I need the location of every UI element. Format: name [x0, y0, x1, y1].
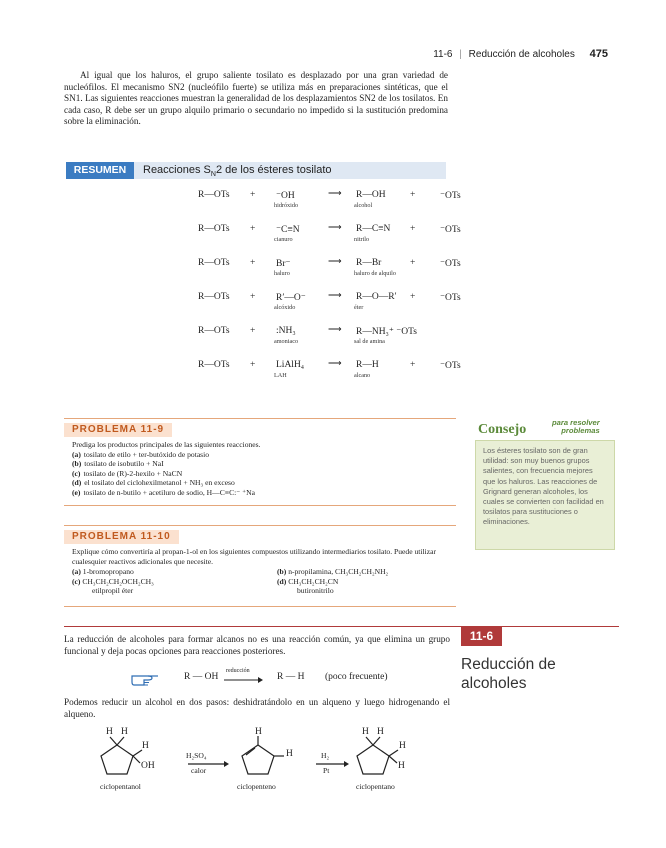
p9-item-letter: (a) — [72, 449, 81, 459]
p10-item-b: (b) n-propilamina, CH₃CH₂CH₂NH₂ — [277, 567, 389, 577]
scheme-h-3d: H — [398, 761, 405, 771]
reaction-plus: + — [410, 224, 416, 234]
problema-11-10-box — [64, 525, 456, 607]
reaction-leaving-group: ⁻OTs — [440, 259, 461, 269]
p9-item-letter: (b) — [72, 459, 82, 469]
reagent2-top: H₂ — [321, 751, 330, 760]
reaction-product: R—C≡N — [356, 224, 391, 234]
reaction-nucleophile-label: alcóxido — [274, 304, 296, 311]
resumen-title-sub: N — [210, 171, 216, 179]
reaction-product: R—H — [356, 360, 379, 370]
p9-item — [72, 459, 448, 469]
p9-item-text: el tosilato del ciclohexilmetanol + NH₃ en exceso — [84, 478, 235, 488]
reaction-substrate: R—OTs — [198, 190, 230, 200]
p10-item-a: (a) 1-bromopropano — [72, 567, 134, 577]
reaction-nucleophile: LiAlH₄ — [276, 360, 305, 370]
scheme-h-1c: H — [142, 741, 149, 751]
problema-11-9-prompt: Prediga los productos principales de las siguientes reacciones. — [72, 440, 261, 449]
reaction-arrow: ⟶ — [328, 291, 342, 301]
p9-item-letter: (d) — [72, 478, 82, 488]
p9-item-text: tosilato de isobutilo + NaI — [84, 459, 164, 469]
reaction-arrow: ⟶ — [328, 325, 342, 335]
consejo-subtitle — [552, 419, 600, 436]
reaction-leaving-group: ⁻OTs — [440, 191, 461, 201]
problema-11-10-prompt: Explique cómo convertiría al propan-1-ol en los siguientes compuestos utilizando intermediarios tosilato. Puede utilizar cualesquier reactivos adicionales que necesite. — [72, 547, 436, 566]
p9-item-text: tosilato de n-butilo + acetiluro de sodio, H—C≡C:⁻ ⁺Na — [83, 487, 256, 497]
pointing-hand-icon — [130, 671, 160, 687]
reaction-product-label: haluro de alquilo — [354, 270, 396, 277]
reaction-arrow: ⟶ — [328, 257, 342, 267]
section-title — [461, 655, 556, 693]
reaction-nucleophile-label: amoniaco — [274, 338, 299, 345]
consejo-title: Consejo — [478, 422, 527, 437]
consejo-sub2: problemas — [561, 426, 600, 436]
p9-item — [72, 469, 448, 479]
section-paragraph-2: Podemos reducir un alcohol en dos pasos: deshidratándolo en un alqueno y luego hidrogenando el alqueno. — [64, 697, 450, 719]
intro-paragraph: Al igual que los haluros, el grupo saliente tosilato es desplazado por una gran variedad de nucleófilos. El mecanismo SN2 (nucleófilo fuerte) se utiliza más en preparaciones sintéticas, que el SN1. Las siguientes reacciones muestran la generalidad de los desplazamientos SN2 de los tosilatos. En cada caso, R debe ser un grupo alquilo primario o secundario no impedido si la sustitución predomina sobre la eliminación. — [64, 70, 448, 127]
reaction-plus: + — [410, 360, 416, 370]
problema-11-10-title: PROBLEMA 11-10 — [64, 530, 179, 544]
reaction-nucleophile: ⁻C≡N — [276, 225, 300, 235]
reaction-product-label: alcano — [354, 372, 371, 379]
reaction-arrow: ⟶ — [328, 189, 342, 199]
p9-item-letter: (c) — [72, 468, 81, 478]
running-header — [433, 48, 608, 60]
reaction-plus: + — [250, 258, 256, 268]
reagent1-bottom: calor — [191, 766, 207, 775]
p10-item-d-sub: butironitrilo — [297, 586, 334, 596]
scheme-h-1a: H — [106, 727, 113, 737]
reaction-plus: + — [250, 360, 256, 370]
header-section: 11-6 — [433, 49, 453, 60]
section-paragraph-1: La reducción de alcoholes para formar alcanos no es una reacción común, ya que elimina un grupo funcional y deja pocas opciones para reacciones posteriores. — [64, 634, 450, 656]
p9-item — [72, 488, 448, 498]
p10-item-c-sub: etilpropil éter — [92, 586, 134, 596]
scheme-h-2b: H — [286, 749, 293, 759]
header-section-title: Reducción de alcoholes — [468, 49, 575, 60]
reaction-product: R—NH₃⁺ ⁻OTs — [356, 327, 417, 337]
scheme-h-3b: H — [377, 727, 384, 737]
reaction-arrow: ⟶ — [328, 359, 342, 369]
scheme-h-1b: H — [121, 727, 128, 737]
reaction-plus: + — [250, 326, 256, 336]
rxn-arrow — [224, 676, 264, 684]
p9-item — [72, 478, 448, 488]
reaction-product: R—Br — [356, 258, 382, 268]
reaction-substrate: R—OTs — [198, 224, 230, 234]
resumen-tab: RESUMEN — [66, 162, 134, 179]
scheme-h-3c: H — [399, 741, 406, 751]
reaction-product-label: éter — [354, 304, 364, 311]
name-ciclopentanol: ciclopentanol — [100, 782, 141, 791]
p10-item-d: (d) CH₃CH₂CH₂CN — [277, 576, 339, 586]
reaction-nucleophile-label: cianuro — [274, 236, 293, 243]
reagent1-top: H₂SO₄ — [186, 751, 207, 760]
reaction-leaving-group: ⁻OTs — [440, 361, 461, 371]
problema-11-9-title: PROBLEMA 11-9 — [64, 423, 172, 437]
reaction-substrate: R—OTs — [198, 292, 230, 302]
page-number: 475 — [589, 48, 608, 60]
resumen-title-post: 2 de los ésteres tosilato — [215, 164, 332, 176]
reaction-product: R—O—R′ — [356, 292, 397, 302]
rxn-condition: reducción — [226, 668, 250, 674]
consejo-text: Los ésteres tosilato son de gran utilidad: son muy buenos grupos salientes, con frecuencia mejores que los haluros. Las reacciones de Grignard generan alcoholes, los cuales se convierten con facilidad en tosilatos para sustituciones o eliminaciones. — [483, 446, 604, 527]
reaction-plus: + — [410, 258, 416, 268]
scheme-h-2a: H — [255, 727, 262, 737]
header-separator: | — [459, 49, 462, 60]
reaction-product-label: sal de amina — [354, 338, 385, 345]
reaction-arrow: ⟶ — [328, 223, 342, 233]
resumen-title — [143, 164, 332, 178]
reaction-nucleophile: ⁻OH — [276, 191, 295, 201]
consejo-sub1: para resolver — [552, 418, 600, 427]
section-number: 11-6 — [461, 626, 502, 646]
section-title-line2: alcoholes — [461, 675, 527, 692]
p9-item — [72, 450, 448, 460]
reaction-substrate: R—OTs — [198, 360, 230, 370]
reaction-plus: + — [250, 292, 256, 302]
problema-11-9-box — [64, 418, 456, 506]
section-rule — [64, 626, 619, 627]
scheme-h-3a: H — [362, 727, 369, 737]
rxn-reactant: R — OH — [184, 672, 219, 682]
reaction-nucleophile: :NH₃ — [276, 326, 296, 336]
reaction-plus: + — [410, 190, 416, 200]
reaction-plus: + — [250, 224, 256, 234]
name-ciclopentano: ciclopentano — [356, 782, 395, 791]
rxn-note: (poco frecuente) — [325, 672, 388, 682]
reaction-nucleophile: R′—O⁻ — [276, 293, 306, 303]
scheme-oh: OH — [141, 761, 155, 771]
reaction-nucleophile-label: haluro — [274, 270, 290, 277]
p10-item-c: (c) CH₃CH₂CH₂OCH₂CH₃ — [72, 576, 154, 586]
reaction-substrate: R—OTs — [198, 258, 230, 268]
reaction-nucleophile-label: LAH — [274, 372, 287, 379]
reaction-product-label: nitrilo — [354, 236, 370, 243]
section-title-line1: Reducción de — [461, 656, 556, 673]
reaction-product-label: alcohol — [354, 202, 373, 209]
resumen-title-pre: Reacciones S — [143, 164, 211, 176]
reaction-substrate: R—OTs — [198, 326, 230, 336]
p9-item-text: tosilato de etilo + ter-butóxido de potasio — [83, 449, 210, 459]
reaction-nucleophile: Br⁻ — [276, 259, 291, 269]
reagent2-bottom: Pt — [323, 766, 330, 775]
reaction-leaving-group: ⁻OTs — [440, 225, 461, 235]
reaction-product: R—OH — [356, 190, 386, 200]
reaction-leaving-group: ⁻OTs — [440, 293, 461, 303]
reaction-plus: + — [410, 292, 416, 302]
p9-item-letter: (e) — [72, 487, 81, 497]
reaction-nucleophile-label: hidróxido — [274, 202, 299, 209]
p9-item-text: tosilato de (R)-2-hexilo + NaCN — [83, 468, 183, 478]
rxn-product: R — H — [277, 672, 305, 682]
name-ciclopenteno: ciclopenteno — [237, 782, 276, 791]
reaction-plus: + — [250, 190, 256, 200]
